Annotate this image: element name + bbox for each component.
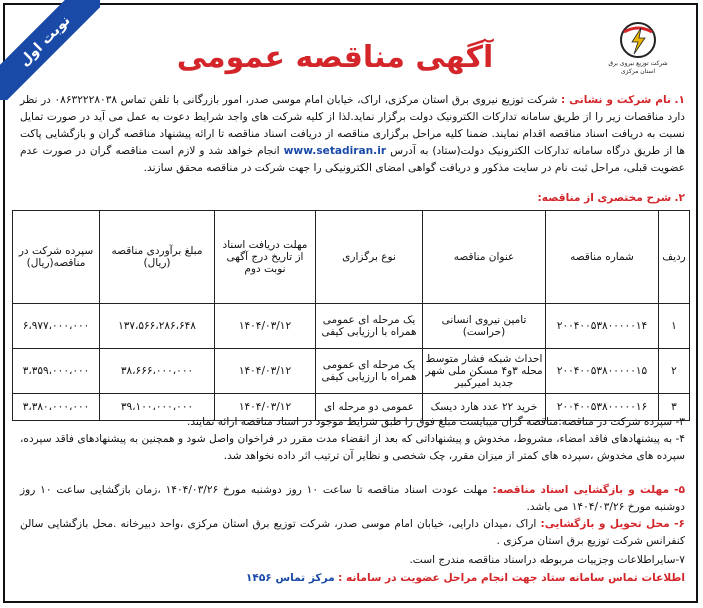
cell-row-number: ۱ <box>659 304 690 349</box>
cell-tender-number: ۲۰۰۴۰۰۵۳۸۰۰۰۰۰۱۴ <box>546 304 659 349</box>
section-conditions <box>20 431 685 465</box>
cell-row-number: ۲ <box>659 349 690 394</box>
cell-deadline: ۱۴۰۴/۰۳/۱۲ <box>215 349 316 394</box>
col-deadline: مهلت دریافت اسناد از تاریخ درج آگهی نوبت دوم <box>215 211 316 304</box>
section-1-number: ۱. <box>674 94 686 106</box>
ribbon-label: نوبت اول <box>0 0 100 100</box>
col-estimated-amount: مبلغ برآوردی مناقصه (ریال) <box>100 211 215 304</box>
section-4-text: ۴- به پیشنهادهای فاقد امضاء، مشروط، مخدوش و پیشنهاداتی که بعد از انقضاء مدت مقرر در فراخوان واصل شود و همچنین به پیشنهادهای فاقد سپرده، سپرده های مخدوش ،سپرده های کمتر از میزان مقرر، چک شخصی و نظایر آن ترتیب اثر داده نخواهد شد. <box>20 433 685 462</box>
tender-table <box>12 210 690 421</box>
cell-deadline: ۱۴۰۴/۰۳/۱۲ <box>215 394 316 421</box>
section-company <box>20 92 685 177</box>
cell-estimated-amount: ۳۸،۶۶۶،۰۰۰،۰۰۰ <box>100 349 215 394</box>
section-6-text: اراک ،میدان دارایی، خیابان امام موسی صدر، شرکت توزیع برق استان مرکزی ،واحد دبیرخانه .محل بازگشایی سالن کنفرانس شرکت توزیع برق استان مرکزی . <box>20 518 685 547</box>
table-header-row <box>13 211 690 304</box>
section-summary <box>20 190 685 207</box>
section-3-text: ۳- سپرده شرکت در مناقصه:مناقصه گران میبایست مبلغ فوق را طبق شرایط موجود در اسناد مناقصه ارائه نمایند. <box>187 416 685 428</box>
notice-title: آگهی مناقصه عمومی <box>176 40 494 75</box>
lightning-logo-icon <box>616 20 660 60</box>
logo-caption-2: استان مرکزی <box>620 68 656 75</box>
section-delivery <box>20 516 685 550</box>
cell-tender-title: احداث شبکه فشار متوسط محله ۳و۴ مسکن ملی شهر جدید امیرکبیر <box>423 349 546 394</box>
cell-tender-type: یک مرحله ای عمومی همراه با ارزیابی کیفی <box>316 304 423 349</box>
cell-estimated-amount: ۳۹،۱۰۰،۰۰۰،۰۰۰ <box>100 394 215 421</box>
publication-ribbon <box>0 0 100 100</box>
col-tender-number: شماره مناقصه <box>546 211 659 304</box>
cell-deposit: ۳،۳۸۰،۰۰۰،۰۰۰ <box>13 394 100 421</box>
cell-tender-type: یک مرحله ای عمومی همراه با ارزیابی کیفی <box>316 349 423 394</box>
setad-link[interactable]: www.setadiran.ir <box>283 145 387 157</box>
logo-caption-1: شرکت توزیع نیروی برق <box>608 60 668 67</box>
section-7-text: ۷-سایراطلاعات وجزییات مربوطه دراسناد مناقصه مندرج است. <box>409 554 685 566</box>
cell-deposit: ۶،۹۷۷،۰۰۰،۰۰۰ <box>13 304 100 349</box>
footer-contact <box>20 570 685 587</box>
table-row <box>13 304 690 349</box>
section-6-heading: ۶- محل تحویل و بازگشایی: <box>540 518 685 530</box>
cell-tender-title: تامین نیروی انسانی (حراست) <box>423 304 546 349</box>
section-1-heading: نام شرکت و نشانی : <box>560 94 671 106</box>
section-5-heading: ۵- مهلت و بازگشایی اسناد مناقصه: <box>492 484 686 496</box>
section-2-heading: شرح مختصری از مناقصه: <box>537 192 672 204</box>
cell-tender-number: ۲۰۰۴۰۰۵۳۸۰۰۰۰۰۱۶ <box>546 394 659 421</box>
section-other-info <box>20 552 685 569</box>
section-1-text-b: انجام خواهد شد و لازم است مناقصه گران در صورت عدم عضویت قبلی، مراحل ثبت نام در سایت مذکور و دریافت گواهی امضای الکترونیکی را جهت شرکت در مناقصه محقق سازند. <box>20 145 685 174</box>
col-tender-title: عنوان مناقصه <box>423 211 546 304</box>
section-5-text: مهلت عودت اسناد مناقصه تا ساعت ۱۰ روز دوشنبه مورخ ۱۴۰۴/۰۳/۲۶ ،زمان بازگشایی ساعت ۱۰ روز دوشنبه مورخ ۱۴۰۴/۰۳/۲۶ می باشد. <box>20 484 685 513</box>
cell-tender-title: خرید ۲۲ عدد هارد دیسک <box>423 394 546 421</box>
col-tender-type: نوع برگزاری <box>316 211 423 304</box>
section-2-number: ۲. <box>674 192 685 204</box>
cell-row-number: ۳ <box>659 394 690 421</box>
cell-deposit: ۳،۳۵۹،۰۰۰،۰۰۰ <box>13 349 100 394</box>
company-logo <box>593 20 683 90</box>
table-row <box>13 349 690 394</box>
col-row-number: ردیف <box>659 211 690 304</box>
footer-call-center: مرکز تماس ۱۴۵۶ <box>245 572 335 584</box>
cell-tender-number: ۲۰۰۴۰۰۵۳۸۰۰۰۰۰۱۵ <box>546 349 659 394</box>
col-deposit: سپرده شرکت در مناقصه(ریال) <box>13 211 100 304</box>
section-1-text-a: شرکت توزیع نیروی برق استان مرکزی، اراک، خیابان امام موسی صدر، امور بازرگانی با تلفن تماس ۰۸۶۳۲۲۲۸۰۳۸ در نظر دارد مناقصات زیر را از طریق سامانه تدارکات الکترونیک دولت برگزار نماید.لذا از کلیه شرکت های واجد شرایط دعوت به عمل می آید در صورت تمایل نسبت به دریافت اسناد مناقصه اقدام نمایند. ضمنا کلیه مراحل برگزاری مناقصه از دریافت اسناد مناقصه تا ارائه پیشنهاد مناقصه گران و بازگشایی پاکت ها از طریق درگاه سامانه تدارکات الکترونیک دولت(ستاد) به آدرس <box>20 94 686 157</box>
cell-deadline: ۱۴۰۴/۰۳/۱۲ <box>215 304 316 349</box>
section-deadline <box>20 482 685 516</box>
section-deposit <box>20 414 685 431</box>
cell-estimated-amount: ۱۳۷،۵۶۶،۲۸۶،۶۴۸ <box>100 304 215 349</box>
cell-tender-type: عمومی دو مرحله ای <box>316 394 423 421</box>
footer-heading: اطلاعات تماس سامانه ستاد جهت انجام مراحل عضویت در سامانه : <box>338 572 685 584</box>
